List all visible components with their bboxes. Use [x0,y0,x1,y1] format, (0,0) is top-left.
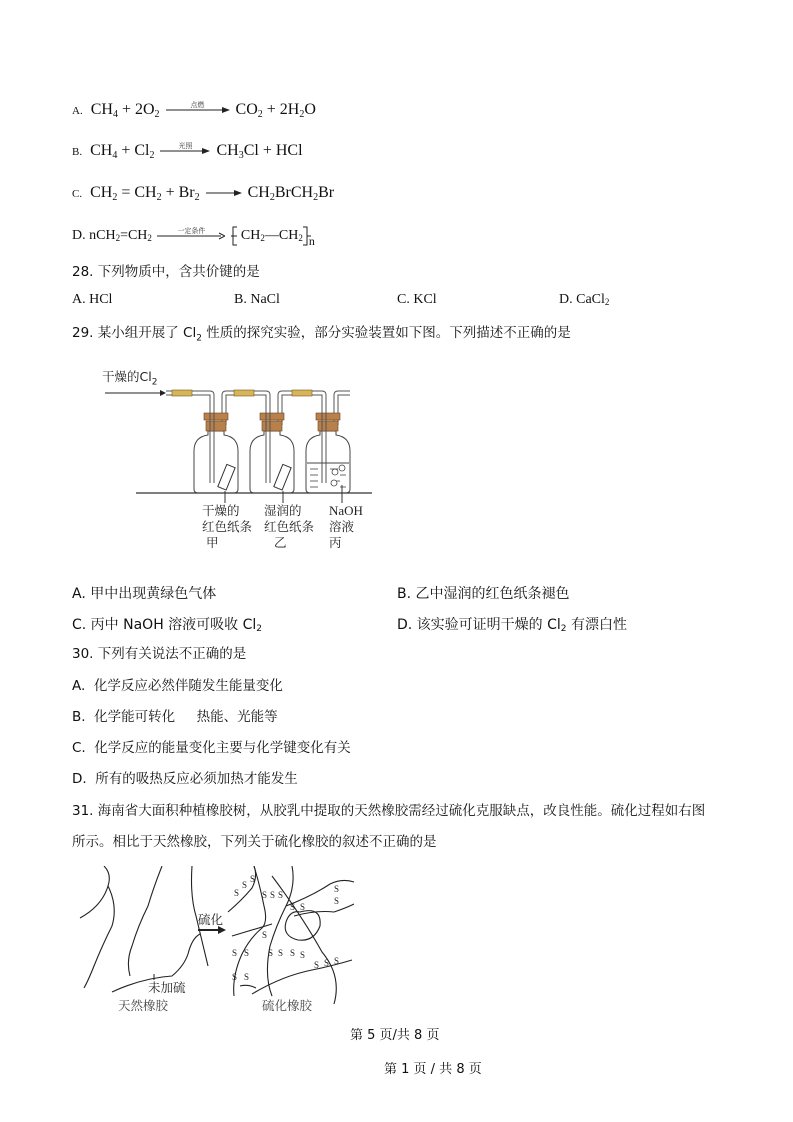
q28-stem: 28. 下列物质中，含共价键的是 [72,264,260,280]
bottle-label-bing: NaOH 溶液 丙 [329,503,363,550]
svg-text:S: S [334,956,340,966]
svg-text:S: S [300,950,306,960]
vulcanization-figure [72,866,362,1016]
apparatus-figure [100,365,390,550]
inner-page-number: 第 5 页/共 8 页 [350,1028,440,1043]
svg-text:S: S [290,902,296,912]
q28-option-c: C. KCl [397,292,437,307]
q31-stem-line2: 所示。相比于天然橡胶，下列关于硫化橡胶的叙述不正确的是 [72,834,437,850]
q28-option-b: B. NaCl [234,292,280,307]
rubber-chains-drawing [72,866,362,1016]
q30-option-d: D. 所有的吸热反应必须加热才能发生 [72,771,298,787]
q30-option-a: A. 化学反应必然伴随发生能量变化 [72,678,283,694]
q27-option-c: C. $CH_2 = CH_2 + Br_2$ $CH_2BrCH_2Br$ [72,184,335,203]
svg-text:S: S [300,902,306,912]
bottle-label-yi: 湿润的 红色纸条 乙 [264,503,315,550]
q29-option-b: B. 乙中湿润的红色纸条褪色 [397,586,570,602]
outer-page-number: 第 1 页 / 共 8 页 [384,1062,482,1077]
q30-option-b: B. 化学能可转化 热能、光能等 [72,709,278,725]
svg-text:S: S [270,890,276,900]
q27-option-b: B. $CH_4 + Cl_2$ 光照 $CH_3Cl$ + HCl [72,142,303,161]
sulfur-atom: S [234,888,240,898]
inlet-label: 干燥的$Cl_2$ [102,369,158,388]
svg-text:S: S [334,896,340,906]
q29-option-c: C. 丙中 NaOH 溶液可吸收 $Cl_2$ [72,617,263,634]
polymer-bracket: $CH_2—CH_2$ [231,226,309,248]
svg-text:S: S [334,884,340,894]
q30-option-c: C. 化学反应的能量变化主要与化学键变化有关 [72,740,351,756]
reaction-arrow: 一定条件 [157,232,225,240]
q29-stem: 29. 某小组开展了 $Cl_2$ 性质的探究实验，部分实验装置如下图。下列描述不正确的是 [72,325,571,344]
svg-text:S: S [232,948,238,958]
reaction-arrow: 光照 [160,147,210,155]
svg-text:S: S [262,930,268,940]
q27-option-a: A. $CH_4 + 2O_2$ 点燃 $CO_2 + 2H_2O$ [72,101,316,120]
q31-stem-line1: 31. 海南省大面积种植橡胶树，从胶乳中提取的天然橡胶需经过硫化克服缺点，改良性能。硫化过程如右图 [72,803,706,819]
svg-text:S: S [314,960,320,970]
q27-option-d: D. $nCH_2=CH_2$ 一定条件 $CH_2—CH_2$ $_n$ [72,226,315,248]
reaction-arrow: 点燃 [166,106,230,114]
option-letter: A. [72,105,83,117]
option-letter: C. [72,188,83,200]
svg-text:S: S [250,874,256,884]
svg-text:S: S [242,880,248,890]
svg-text:S: S [268,948,274,958]
q28-option-d: D. CaCl$_2$ [559,292,610,307]
q30-stem: 30. 下列有关说法不正确的是 [72,646,247,662]
svg-text:S: S [262,890,268,900]
vulcanize-arrow-label: 硫化 [198,912,224,927]
svg-text:S: S [278,890,284,900]
option-letter: B. [72,146,83,158]
svg-text:S: S [290,948,296,958]
option-letter: D. [72,228,86,243]
reaction-arrow [206,189,242,197]
bottle-label-jia: 干燥的 红色纸条 甲 [202,503,253,550]
svg-text:S: S [244,972,250,982]
natural-rubber-caption: 天然橡胶 [118,998,169,1013]
svg-text:S: S [232,972,238,982]
q28-option-a: A. HCl [72,292,113,307]
svg-text:S: S [244,948,250,958]
vulcanized-rubber-caption: 硫化橡胶 [262,998,313,1013]
q29-option-d: D. 该实验可证明干燥的 $Cl_2$ 有漂白性 [397,617,627,634]
svg-text:S: S [324,958,330,968]
svg-text:S: S [278,948,284,958]
q29-option-a: A. 甲中出现黄绿色气体 [72,586,217,602]
unsulfured-label: 未加硫 [148,980,186,995]
